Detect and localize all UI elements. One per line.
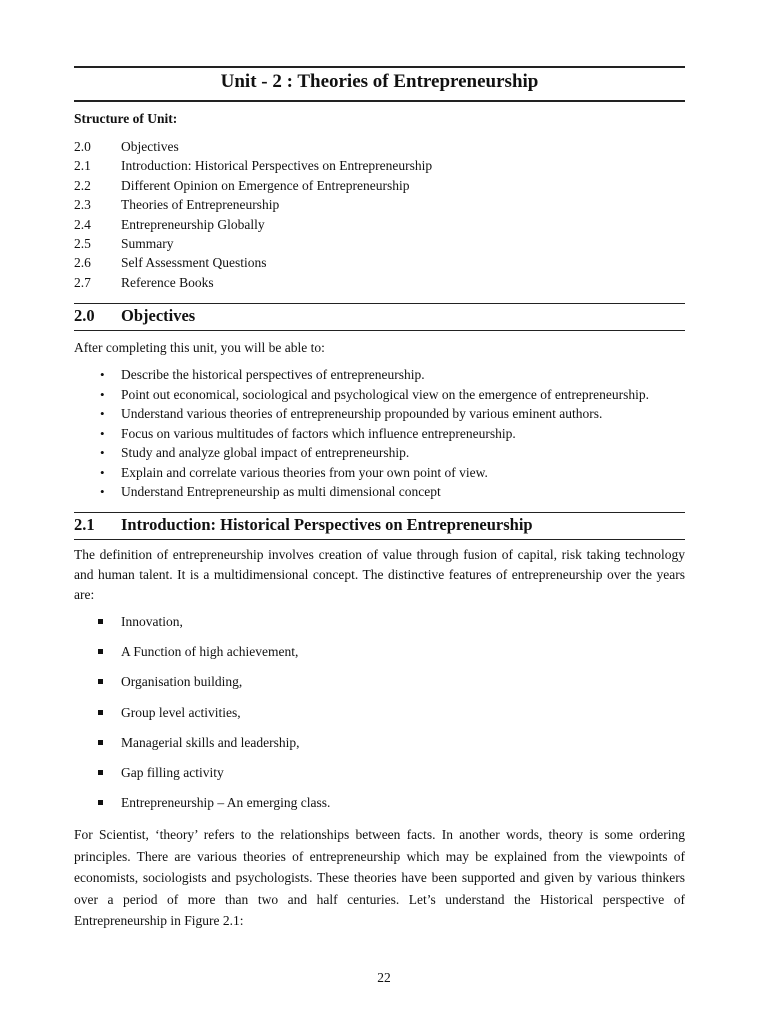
- title-bottom-rule: [74, 100, 685, 102]
- toc-item-label: Summary: [121, 235, 174, 251]
- toc-item-label: Entrepreneurship Globally: [121, 216, 265, 232]
- list-item-text: Managerial skills and leadership,: [121, 734, 300, 750]
- toc-item-number: 2.5: [74, 235, 91, 251]
- bullet-icon: •: [100, 484, 105, 499]
- list-item: [74, 793, 330, 823]
- list-item: [74, 404, 649, 424]
- toc-item: [74, 253, 432, 272]
- list-item-text: Focus on various multitudes of factors which influence entrepreneurship.: [121, 425, 516, 441]
- table-of-contents: [74, 137, 432, 292]
- section-title: Introduction: Historical Perspectives on Entrepreneurship: [121, 515, 533, 534]
- features-list: [74, 612, 330, 823]
- section-number: 2.0: [74, 306, 95, 325]
- list-item: [74, 763, 330, 793]
- toc-item: [74, 234, 432, 253]
- list-item: [74, 703, 330, 733]
- list-item: [74, 424, 649, 444]
- list-item: [74, 482, 649, 502]
- list-item: [74, 385, 649, 405]
- section-objectives-heading: [74, 306, 195, 326]
- toc-item-label: Introduction: Historical Perspectives on Entrepreneurship: [121, 158, 433, 174]
- section-number: 2.1: [74, 515, 95, 534]
- list-item: [74, 733, 330, 763]
- list-item: [74, 365, 649, 385]
- toc-item: [74, 215, 432, 234]
- toc-item-number: 2.1: [74, 158, 91, 174]
- bullet-icon: •: [100, 464, 105, 480]
- list-item: [74, 443, 649, 463]
- square-bullet-icon: [98, 770, 103, 775]
- section-intro-bottom-rule: [74, 539, 685, 540]
- unit-title: Unit - 2 : Theories of Entrepreneurship: [220, 71, 539, 92]
- toc-item: [74, 137, 432, 156]
- list-item: [74, 672, 330, 702]
- section-intro-heading: [74, 515, 533, 535]
- square-bullet-icon: [98, 619, 103, 624]
- section-objectives-bottom-rule: [74, 330, 685, 331]
- list-item-text: Entrepreneurship – An emerging class.: [121, 795, 331, 811]
- toc-item-number: 2.3: [74, 197, 91, 213]
- list-item: [74, 642, 330, 672]
- list-item-text: Understand Entrepreneurship as multi dimensional concept: [121, 484, 441, 499]
- section-intro-top-rule: [74, 512, 685, 513]
- list-item-text: Explain and correlate various theories from your own point of view.: [121, 464, 488, 480]
- bullet-icon: •: [100, 425, 105, 441]
- toc-item-number: 2.6: [74, 255, 91, 271]
- square-bullet-icon: [98, 710, 103, 715]
- toc-item-label: Reference Books: [121, 274, 214, 290]
- toc-item-number: 2.0: [74, 139, 91, 154]
- bullet-icon: •: [100, 445, 105, 460]
- bullet-icon: •: [100, 406, 105, 421]
- list-item: [74, 463, 649, 483]
- list-item-text: Gap filling activity: [121, 764, 224, 780]
- toc-item-number: 2.4: [74, 216, 91, 232]
- bullet-icon: •: [100, 386, 105, 402]
- toc-item: [74, 195, 432, 214]
- section-title: Objectives: [121, 306, 196, 325]
- square-bullet-icon: [98, 679, 103, 684]
- list-item-text: Understand various theories of entrepreneurship propounded by various eminent authors.: [121, 406, 603, 421]
- list-item-text: Study and analyze global impact of entrepreneurship.: [121, 445, 410, 460]
- section-objectives-top-rule: [74, 303, 685, 304]
- toc-item-label: Theories of Entrepreneurship: [121, 197, 280, 213]
- intro-paragraph: The definition of entrepreneurship involves creation of value through fusion of capital, risk taking technology and human talent. It is a multidimensional concept. The distinctive features of entrepreneurship over the years are:: [74, 547, 685, 602]
- toc-item: [74, 156, 432, 175]
- bullet-icon: •: [100, 367, 105, 382]
- toc-item: [74, 273, 432, 292]
- theory-paragraph: For Scientist, ‘theory’ refers to the relationships between facts. In another words, theory is some ordering principles. There are various theories of entrepreneurship which may be explained from the viewpoints of economists, sociologists and psychologists. These theories have been supported and given by various thinkers over a period of more than two and half centuries. Let’s understand the Historical perspective of Entrepreneurship in Figure 2.1:: [74, 827, 685, 928]
- toc-item-label: Self Assessment Questions: [121, 255, 267, 271]
- page-number: 22: [377, 970, 391, 985]
- toc-item-label: Objectives: [121, 139, 179, 154]
- objectives-intro: After completing this unit, you will be able to:: [74, 340, 325, 355]
- square-bullet-icon: [98, 740, 103, 745]
- toc-item: [74, 176, 432, 195]
- square-bullet-icon: [98, 800, 103, 805]
- objectives-list: [74, 365, 649, 502]
- title-top-rule: [74, 66, 685, 68]
- square-bullet-icon: [98, 649, 103, 654]
- toc-item-label: Different Opinion on Emergence of Entrepreneurship: [121, 177, 410, 193]
- list-item-text: Group level activities,: [121, 704, 241, 720]
- list-item-text: Innovation,: [121, 614, 183, 629]
- toc-item-number: 2.7: [74, 274, 91, 290]
- toc-item-number: 2.2: [74, 177, 91, 193]
- list-item-text: Point out economical, sociological and psychological view on the emergence of entrepreneurship.: [121, 386, 649, 402]
- list-item-text: A Function of high achievement,: [121, 644, 299, 660]
- list-item-text: Describe the historical perspectives of entrepreneurship.: [121, 367, 425, 382]
- list-item-text: Organisation building,: [121, 674, 243, 690]
- structure-heading: Structure of Unit:: [74, 111, 178, 126]
- list-item: [74, 612, 330, 642]
